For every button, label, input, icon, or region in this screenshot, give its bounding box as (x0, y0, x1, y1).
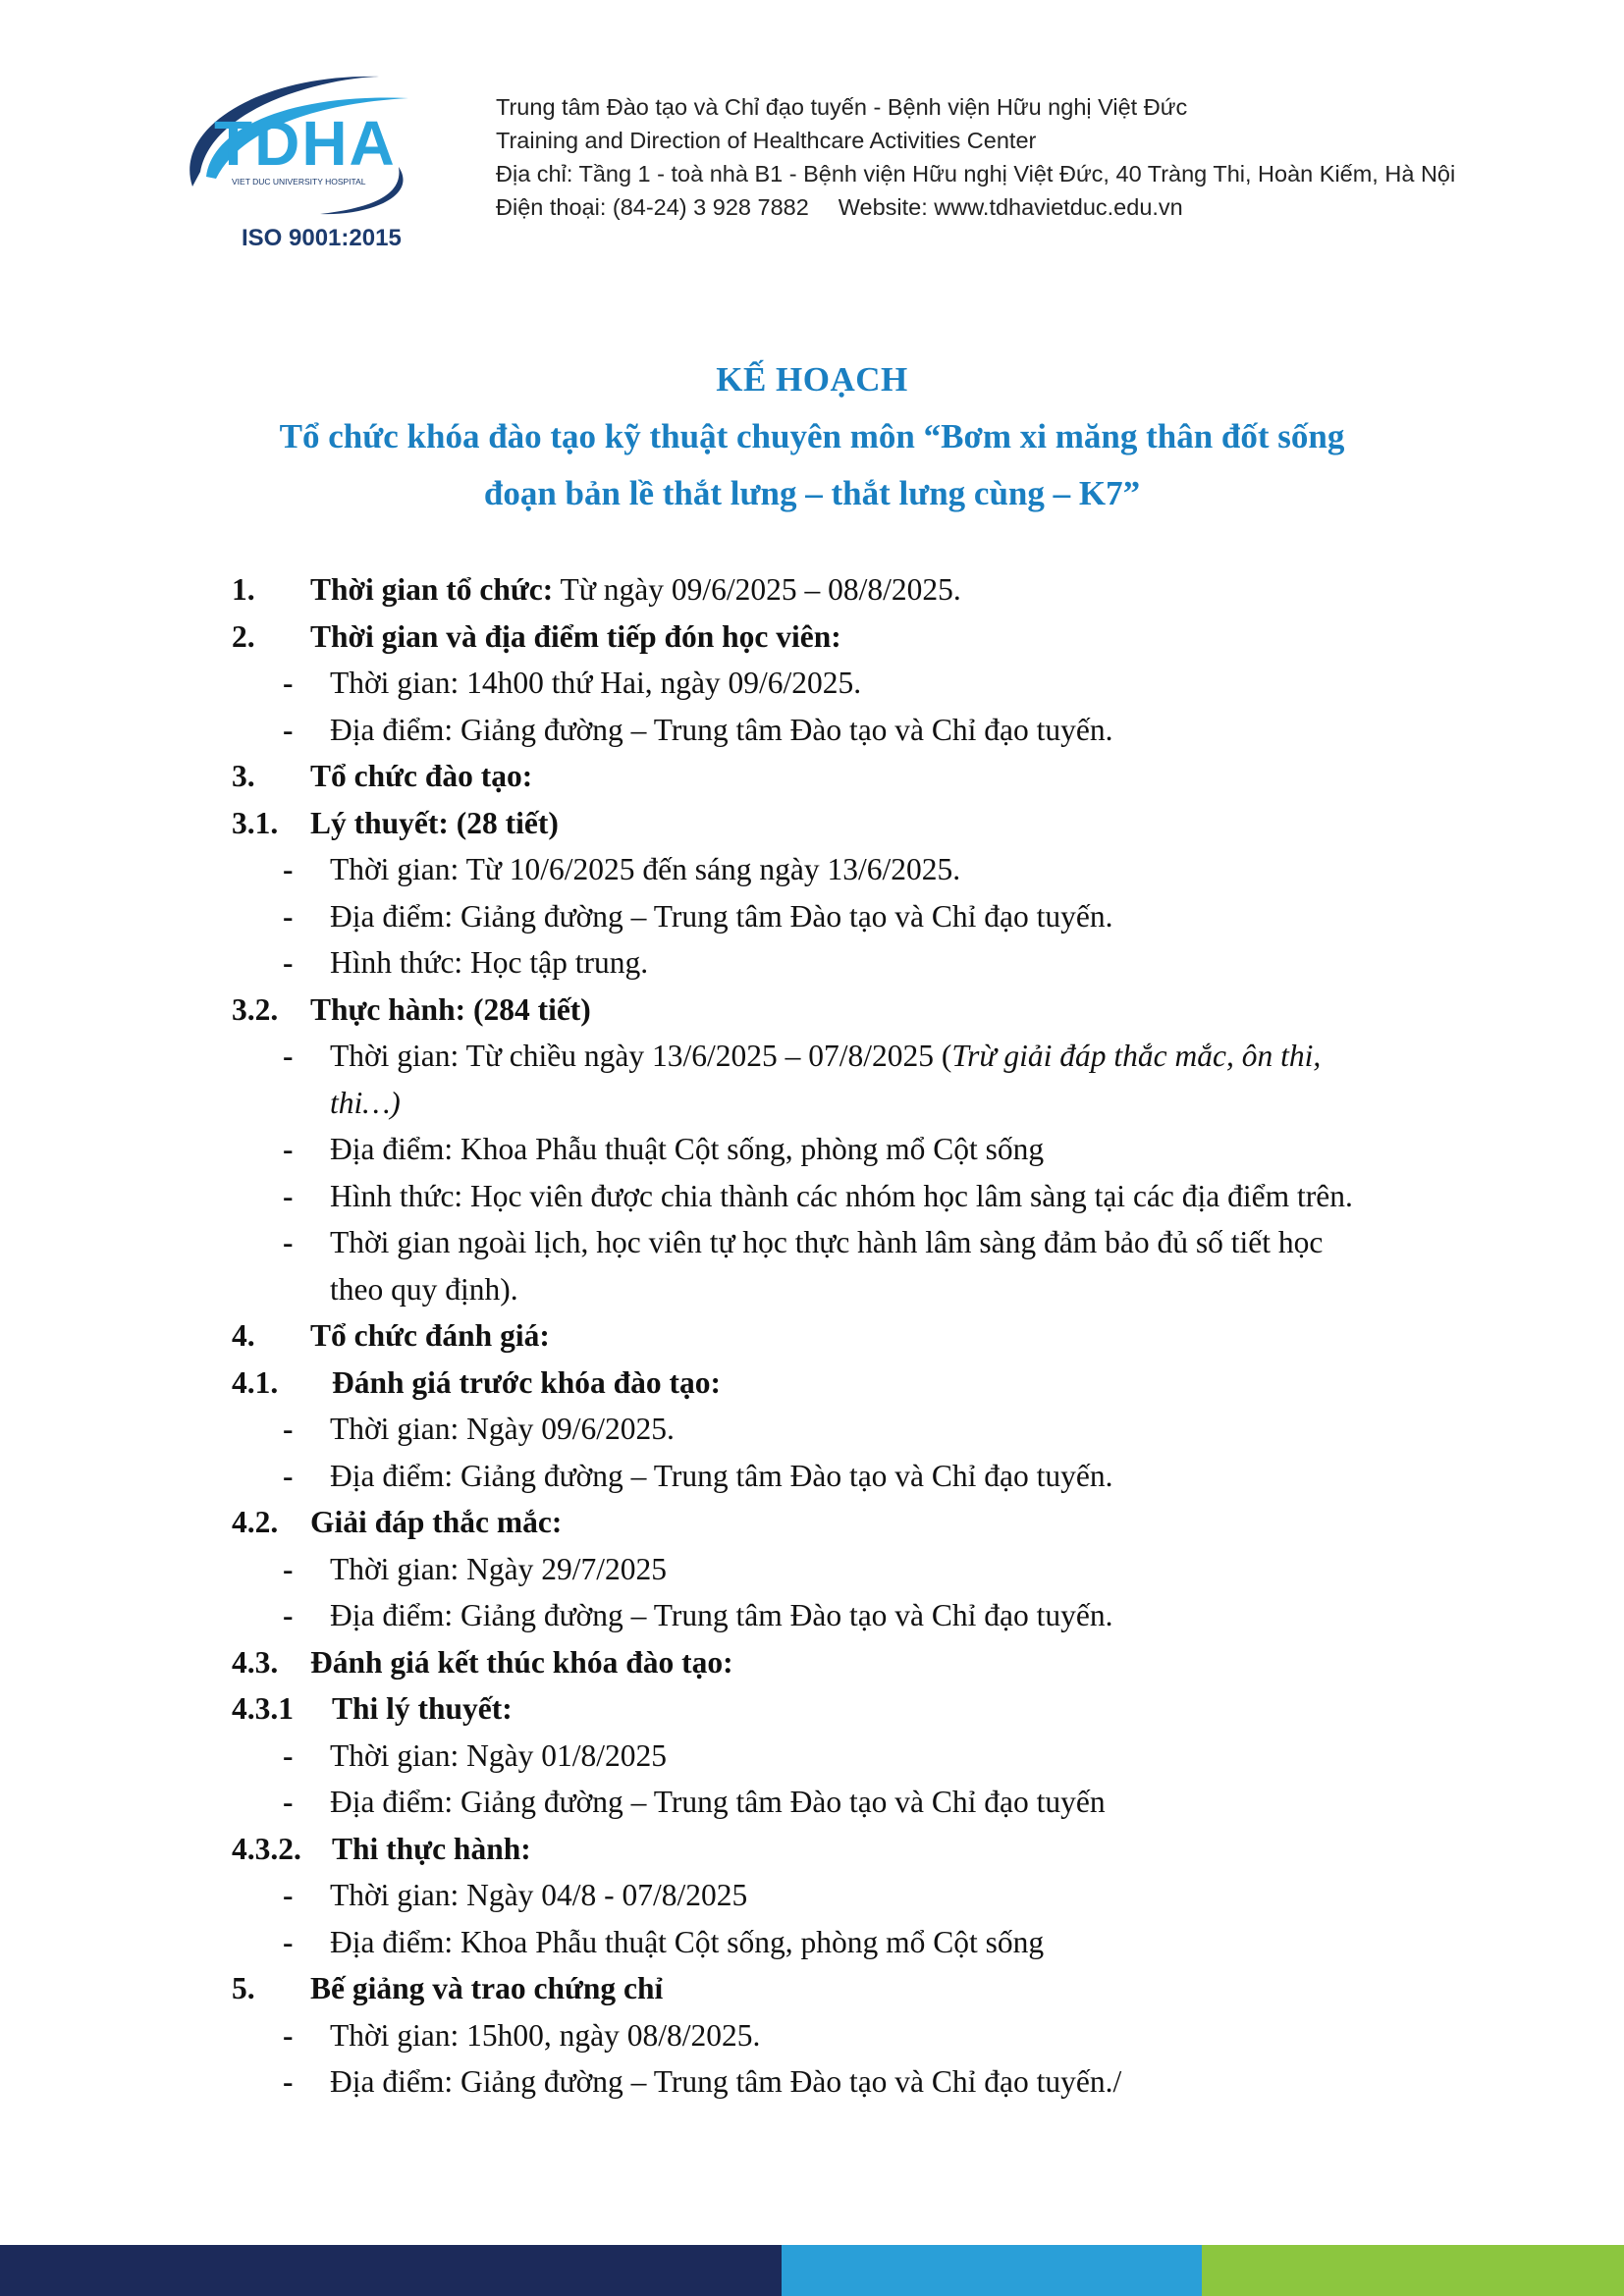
section-number: 4.3. (232, 1644, 279, 1680)
list-item: - Hình thức: Học viên được chia thành các nhóm học lâm sàng tại các địa điểm trên. (283, 1178, 1353, 1213)
list-item: - Địa điểm: Khoa Phẫu thuật Cột sống, phòng mổ Cột sống (283, 1924, 1045, 1959)
section-text: Từ ngày 09/6/2025 – 08/8/2025. (553, 572, 961, 607)
list-item: - Thời gian: Ngày 29/7/2025 (283, 1551, 667, 1586)
section-4-3-2 (232, 1826, 1479, 1873)
logo-text: TDHA (214, 108, 397, 179)
section-number: 4.2. (232, 1505, 279, 1539)
tdha-logo (173, 69, 467, 260)
plan-content (232, 566, 1479, 2106)
section-heading: Đánh giá trước khóa đào tạo: (332, 1364, 721, 1400)
section-heading: Tổ chức đánh giá: (310, 1318, 550, 1353)
list-item: - Địa điểm: Khoa Phẫu thuật Cột sống, phòng mổ Cột sống (283, 1132, 1045, 1166)
title-line-2: Tổ chức khóa đào tạo kỹ thuật chuyên môn “Bơm xi măng thân đốt sống (279, 417, 1345, 455)
list-item: - Hình thức: Học tập trung. (283, 945, 649, 980)
list-item-continuation: thi…) (330, 1085, 401, 1120)
org-name-en: Training and Direction of Healthcare Activities Center (496, 128, 1037, 153)
section-1 (232, 566, 1479, 614)
section-heading: Tổ chức đào tạo: (310, 759, 533, 793)
section-3-2 (232, 987, 1479, 1034)
section-number: 4.3.2. (232, 1831, 301, 1866)
section-heading: Thời gian tổ chức: (310, 572, 554, 607)
footer-bar-blue (782, 2245, 1202, 2296)
section-number: 1. (232, 572, 255, 607)
list-item: - Thời gian: Ngày 09/6/2025. (283, 1412, 675, 1446)
footer-bar-green (1202, 2245, 1624, 2296)
section-4-3-1 (232, 1685, 1479, 1733)
section-4-1 (232, 1360, 1479, 1407)
section-3-1 (232, 800, 1479, 847)
section-4 (232, 1312, 1479, 1360)
section-number: 3. (232, 759, 255, 793)
list-item: - Địa điểm: Giảng đường – Trung tâm Đào tạo và Chỉ đạo tuyến. (283, 712, 1113, 747)
section-heading: Thi thực hành: (332, 1831, 531, 1866)
logo-subtext: VIET DUC UNIVERSITY HOSPITAL (232, 177, 366, 187)
section-number: 2. (232, 618, 255, 654)
section-number: 4. (232, 1318, 255, 1353)
list-item: - Thời gian: Ngày 04/8 - 07/8/2025 (283, 1878, 748, 1912)
section-heading: Thời gian và địa điểm tiếp đón học viên: (310, 618, 841, 654)
section-heading: Bế giảng và trao chứng chỉ (310, 1971, 664, 2005)
section-heading: Thực hành: (284 tiết) (310, 991, 591, 1027)
section-2 (232, 614, 1479, 661)
document-title (0, 351, 1624, 522)
list-item: - Địa điểm: Giảng đường – Trung tâm Đào tạo và Chỉ đạo tuyến. (283, 898, 1113, 934)
list-item: - Địa điểm: Giảng đường – Trung tâm Đào tạo và Chỉ đạo tuyến./ (283, 2064, 1122, 2099)
organization-info (496, 90, 1455, 224)
section-heading: Giải đáp thắc mắc: (310, 1505, 563, 1539)
section-number: 3.1. (232, 805, 279, 840)
org-name-vi: Trung tâm Đào tạo và Chỉ đạo tuyến - Bệnh viện Hữu nghị Việt Đức (496, 94, 1188, 120)
list-item: - Thời gian: Từ chiều ngày 13/6/2025 – 07/8/2025 (Trừ giải đáp thắc mắc, ôn thi, (283, 1039, 1322, 1073)
section-heading: Thi lý thuyết: (332, 1691, 513, 1726)
list-item: - Thời gian ngoài lịch, học viên tự học thực hành lâm sàng đảm bảo đủ số tiết học (283, 1225, 1324, 1259)
section-heading: Lý thuyết: (28 tiết) (310, 805, 559, 840)
iso-text: ISO 9001:2015 (242, 225, 402, 251)
section-number: 4.3.1 (232, 1691, 294, 1726)
section-5 (232, 1965, 1479, 2012)
org-phone: Điện thoại: (84-24) 3 928 7882 (496, 194, 809, 220)
letterhead (0, 0, 1624, 285)
section-4-3 (232, 1639, 1479, 1686)
footer-bar-navy (0, 2245, 782, 2296)
list-item: - Địa điểm: Giảng đường – Trung tâm Đào tạo và Chỉ đạo tuyến. (283, 1598, 1113, 1632)
list-item-continuation: theo quy định). (330, 1271, 518, 1307)
org-contact (496, 190, 1455, 224)
section-4-2 (232, 1499, 1479, 1546)
footer-color-bar (0, 2245, 1624, 2296)
section-number: 5. (232, 1971, 255, 2005)
list-item: - Địa điểm: Giảng đường – Trung tâm Đào tạo và Chỉ đạo tuyến (283, 1785, 1106, 1819)
org-website: Website: www.tdhavietduc.edu.vn (838, 194, 1183, 220)
section-heading: Đánh giá kết thúc khóa đào tạo: (310, 1644, 733, 1680)
list-item: - Thời gian: Ngày 01/8/2025 (283, 1737, 667, 1773)
title-line-1: KẾ HOẠCH (716, 360, 908, 399)
section-number: 4.1. (232, 1364, 279, 1400)
org-address: Địa chỉ: Tầng 1 - toà nhà B1 - Bệnh viện Hữu nghị Việt Đức, 40 Tràng Thi, Hoàn Kiếm, Hà Nội (496, 161, 1456, 187)
title-line-3: đoạn bản lề thắt lưng – thắt lưng cùng – K7” (483, 474, 1141, 512)
list-item: - Thời gian: 15h00, ngày 08/8/2025. (283, 2017, 761, 2053)
section-number: 3.2. (232, 991, 279, 1027)
list-item: - Địa điểm: Giảng đường – Trung tâm Đào tạo và Chỉ đạo tuyến. (283, 1458, 1113, 1493)
list-item: - Thời gian: 14h00 thứ Hai, ngày 09/6/2025. (283, 666, 862, 700)
list-item: - Thời gian: Từ 10/6/2025 đến sáng ngày 13/6/2025. (283, 852, 961, 886)
section-3 (232, 753, 1479, 800)
